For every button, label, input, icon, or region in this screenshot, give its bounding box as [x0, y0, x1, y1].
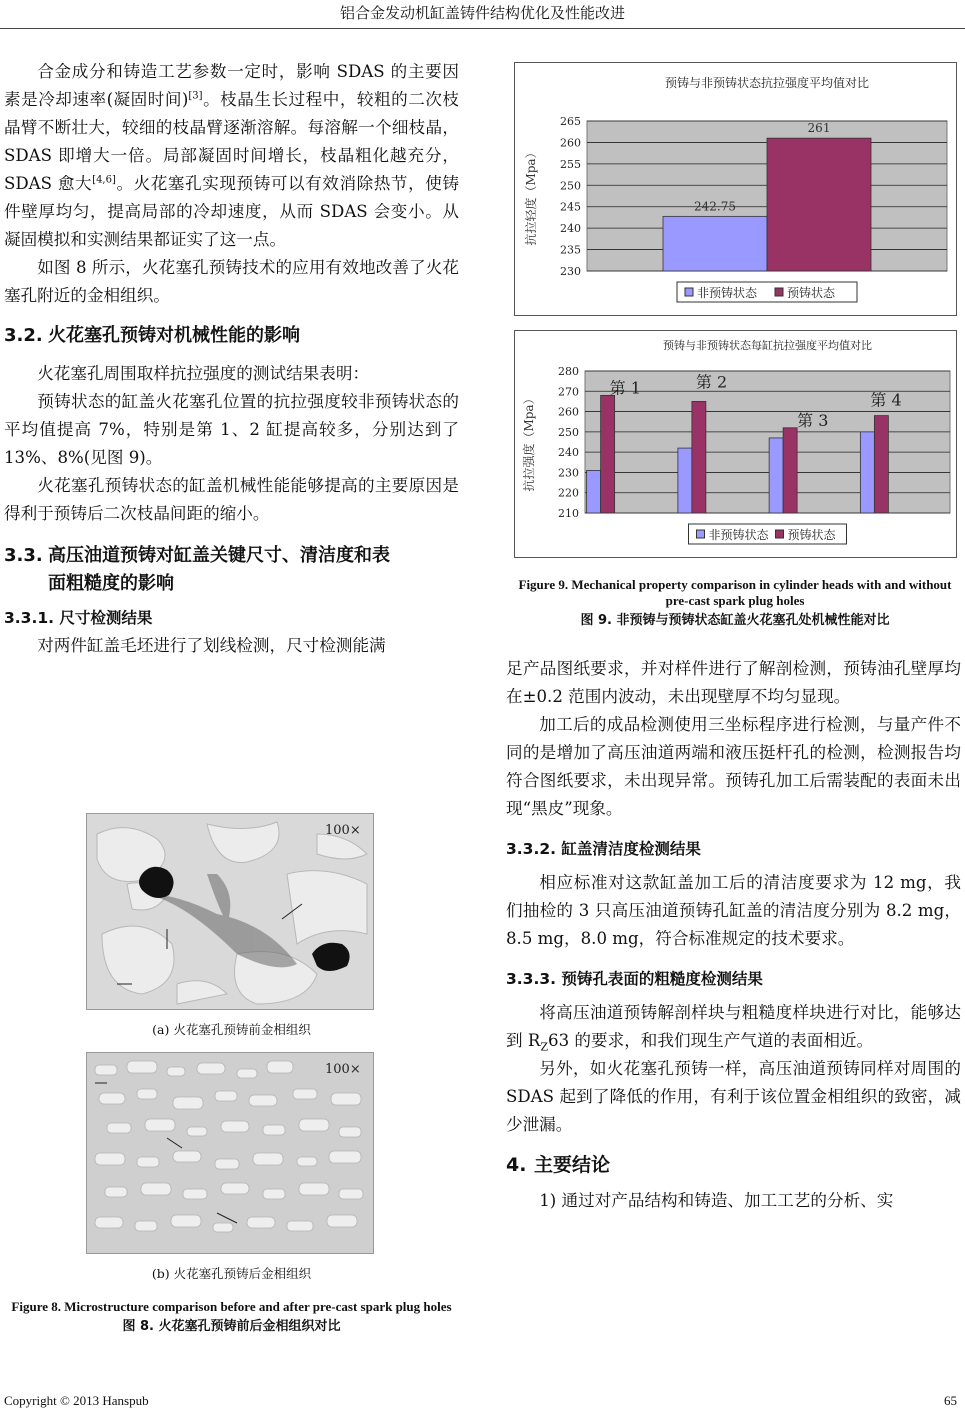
section-3-2-heading [4, 322, 459, 350]
y-tick-label: 250 [560, 179, 581, 193]
bar-precast [767, 138, 871, 271]
p10-subscript: Z [540, 1040, 549, 1054]
section-3-3-heading [4, 542, 459, 598]
bar-precast [601, 395, 615, 513]
y-tick-label: 270 [558, 385, 579, 399]
section-number: 4. [506, 1154, 527, 1176]
y-tick-label: 235 [560, 243, 581, 257]
y-axis-label: 抗拉强度（Mpa） [522, 392, 536, 492]
category-label: 第 3 [797, 410, 829, 430]
y-tick-label: 220 [558, 486, 579, 500]
figure-8-caption-zh: 图 8. 火花塞孔预铸前后金相组织对比 [122, 1319, 341, 1334]
paragraph-cleanliness: 相应标准对这款缸盖加工后的清洁度要求为 12 mg，我们抽检的 3 只高压油道预铸孔缸盖的清洁度分别为 8.2 mg，8.5 mg，8.0 mg，符合标准规定的技术要求。 [506, 873, 961, 948]
y-tick-label: 280 [558, 365, 579, 378]
y-tick-label: 265 [560, 115, 581, 128]
right-column [506, 655, 961, 1215]
legend-entry: 非预铸状态 [697, 286, 758, 300]
chart-title: 预铸与非预铸状态每缸抗拉强度平均值对比 [663, 339, 872, 352]
chart-per-cylinder-tensile [514, 330, 957, 558]
bar-non-precast [769, 438, 783, 513]
paragraph-reason: 火花塞孔预铸状态的缸盖机械性能能够提高的主要原因是得利于预铸后二次枝晶间距的缩小。 [4, 476, 459, 523]
footer-page-number: 65 [944, 1393, 957, 1408]
paragraph-tensile-result: 预铸状态的缸盖火花塞孔位置的抗拉强度较非预铸状态的平均值提高 7%，特别是第 1、2 缸提高较多，分别达到了 13%、8%(见图 9)。 [4, 392, 459, 467]
legend-entry: 预铸状态 [787, 528, 836, 542]
p10-text-b: 63 的要求，和我们现生产气道的表面相近。 [548, 1031, 874, 1050]
p1-text-b: 。枝晶生长过程中，较粗的二次枝晶臂不断壮大，较细的枝晶臂逐渐溶解。每溶解一个细枝晶，SDAS 即增大一倍。局部凝固时间增长，枝晶粗化越充分，SDAS 愈大 [4, 90, 460, 193]
y-tick-label: 230 [560, 265, 581, 278]
section-title: 主要结论 [534, 1154, 611, 1176]
figure-9-caption-zh: 图 9. 非预铸与预铸状态缸盖火花塞孔处机械性能对比 [580, 613, 890, 628]
y-tick-label: 210 [558, 507, 579, 520]
micrograph-after-image [86, 1052, 374, 1254]
section-4-heading [506, 1151, 961, 1179]
bar-precast [783, 428, 797, 513]
legend-entry: 预铸状态 [787, 286, 836, 300]
legend-swatch [685, 288, 693, 296]
paragraph-conclusion-1: 1) 通过对产品结构和铸造、加工工艺的分析、实 [539, 1191, 894, 1210]
paragraph-dimension-cont: 足产品图纸要求，并对样件进行了解剖检测，预铸油孔壁厚均在±0.2 范围内波动，未出现壁厚不均匀显现。 [506, 659, 961, 706]
micrograph-after-svg [87, 1053, 373, 1253]
y-tick-label: 250 [558, 425, 579, 439]
chart-title: 预铸与非预铸状态抗拉强度平均值对比 [664, 76, 870, 90]
data-label: 242.75 [694, 199, 736, 214]
figure-9-caption-en: Figure 9. Mechanical property comparison in cylinder heads with and without pre-cast spark plug holes [518, 577, 952, 608]
paragraph-dimension-start: 对两件缸盖毛坯进行了划线检测，尺寸检测能满 [37, 636, 386, 655]
micrograph-before-caption: (a) 火花塞孔预铸前金相组织 [152, 1022, 311, 1037]
category-label: 第 4 [870, 390, 902, 410]
bar-non-precast [587, 470, 601, 513]
footer-copyright: Copyright © 2013 Hanspub [4, 1393, 149, 1408]
paragraph-sdas [4, 58, 459, 254]
figure-8-caption-en: Figure 8. Microstructure comparison before and after pre-cast spark plug holes [11, 1299, 452, 1314]
y-axis-label: 抗拉轻度（Mpa） [524, 146, 538, 246]
legend-swatch [697, 530, 705, 538]
category-label: 第 1 [609, 378, 641, 398]
section-title-line1: 高压油道预铸对缸盖关键尺寸、清洁度和表 [48, 545, 390, 566]
figure-9-caption [506, 577, 964, 630]
bar-non-precast [678, 448, 692, 513]
chart-per-cylinder-tensile-svg [515, 331, 956, 557]
chart-average-tensile-svg [515, 63, 956, 315]
section-title-line2: 面粗糙度的影响 [48, 573, 174, 594]
citation-3[interactable]: [3] [188, 90, 203, 102]
y-tick-label: 245 [560, 200, 581, 214]
p1-text-c: 。火花塞孔实现预铸可以有效消除热节，使铸件壁厚均匀，提高局部的冷却速度，从而 SDAS 会变小。从凝固模拟和实测结果都证实了这一点。 [4, 174, 459, 249]
y-tick-label: 260 [558, 405, 579, 419]
bar-non-precast [663, 216, 767, 271]
paragraph-test-intro: 火花塞孔周围取样抗拉强度的测试结果表明： [37, 364, 370, 383]
magnification-label: 100× [325, 823, 361, 838]
paragraph-sdas-oil: 另外，如火花塞孔预铸一样，高压油道预铸同样对周围的 SDAS 起到了降低的作用，有利于该位置金相组织的致密，减少泄漏。 [506, 1059, 961, 1134]
legend-swatch [776, 530, 784, 538]
running-header: 铝合金发动机缸盖铸件结构优化及性能改进 [339, 4, 625, 22]
subsection-3-3-2-heading: 3.3.2. 缸盖清洁度检测结果 [506, 840, 701, 858]
bar-precast [692, 401, 706, 513]
section-number: 3.2. [4, 325, 43, 346]
legend-swatch [775, 288, 783, 296]
paragraph-cmm-check: 加工后的成品检测使用三坐标程序进行检测，与量产件不同的是增加了高压油道两端和液压挺杆孔的检测，检测报告均符合图纸要求，未出现异常。预铸孔加工后需装配的表面未出现“黑皮”现象。 [506, 715, 961, 818]
subsection-3-3-3-heading: 3.3.3. 预铸孔表面的粗糙度检测结果 [506, 970, 763, 988]
micrograph-after-caption: (b) 火花塞孔预铸后金相组织 [151, 1266, 312, 1281]
y-tick-label: 230 [558, 466, 579, 480]
paragraph-fig8-ref: 如图 8 所示，火花塞孔预铸技术的应用有效地改善了火花塞孔附近的金相组织。 [4, 258, 459, 305]
y-tick-label: 240 [560, 222, 581, 236]
y-tick-label: 260 [560, 136, 581, 150]
data-label: 261 [807, 121, 831, 136]
legend-entry: 非预铸状态 [708, 528, 769, 542]
micrograph-before-svg [87, 814, 373, 1009]
figure-8-caption [4, 1299, 459, 1336]
p10-text-a: 将高压油道预铸解剖样块与粗糙度样块进行对比，能够达到 R [506, 1003, 961, 1050]
category-label: 第 2 [695, 372, 728, 392]
y-tick-label: 240 [558, 446, 579, 460]
bar-precast [874, 416, 888, 513]
y-tick-label: 255 [560, 157, 581, 171]
subsection-3-3-1-heading: 3.3.1. 尺寸检测结果 [4, 609, 153, 627]
left-column [4, 58, 459, 660]
citation-4-6[interactable]: [4,6] [92, 174, 116, 186]
p1-text-a: 合金成分和铸造工艺参数一定时，影响 SDAS 的主要因素是冷却速率(凝固时间) [4, 62, 459, 109]
magnification-label: 100× [325, 1062, 361, 1077]
header-rule [0, 28, 965, 29]
bar-non-precast [860, 432, 874, 513]
paragraph-roughness [506, 999, 961, 1055]
section-title: 火花塞孔预铸对机械性能的影响 [48, 325, 300, 346]
section-number: 3.3. [4, 545, 43, 566]
chart-average-tensile [514, 62, 957, 316]
micrograph-before-image [86, 813, 374, 1010]
